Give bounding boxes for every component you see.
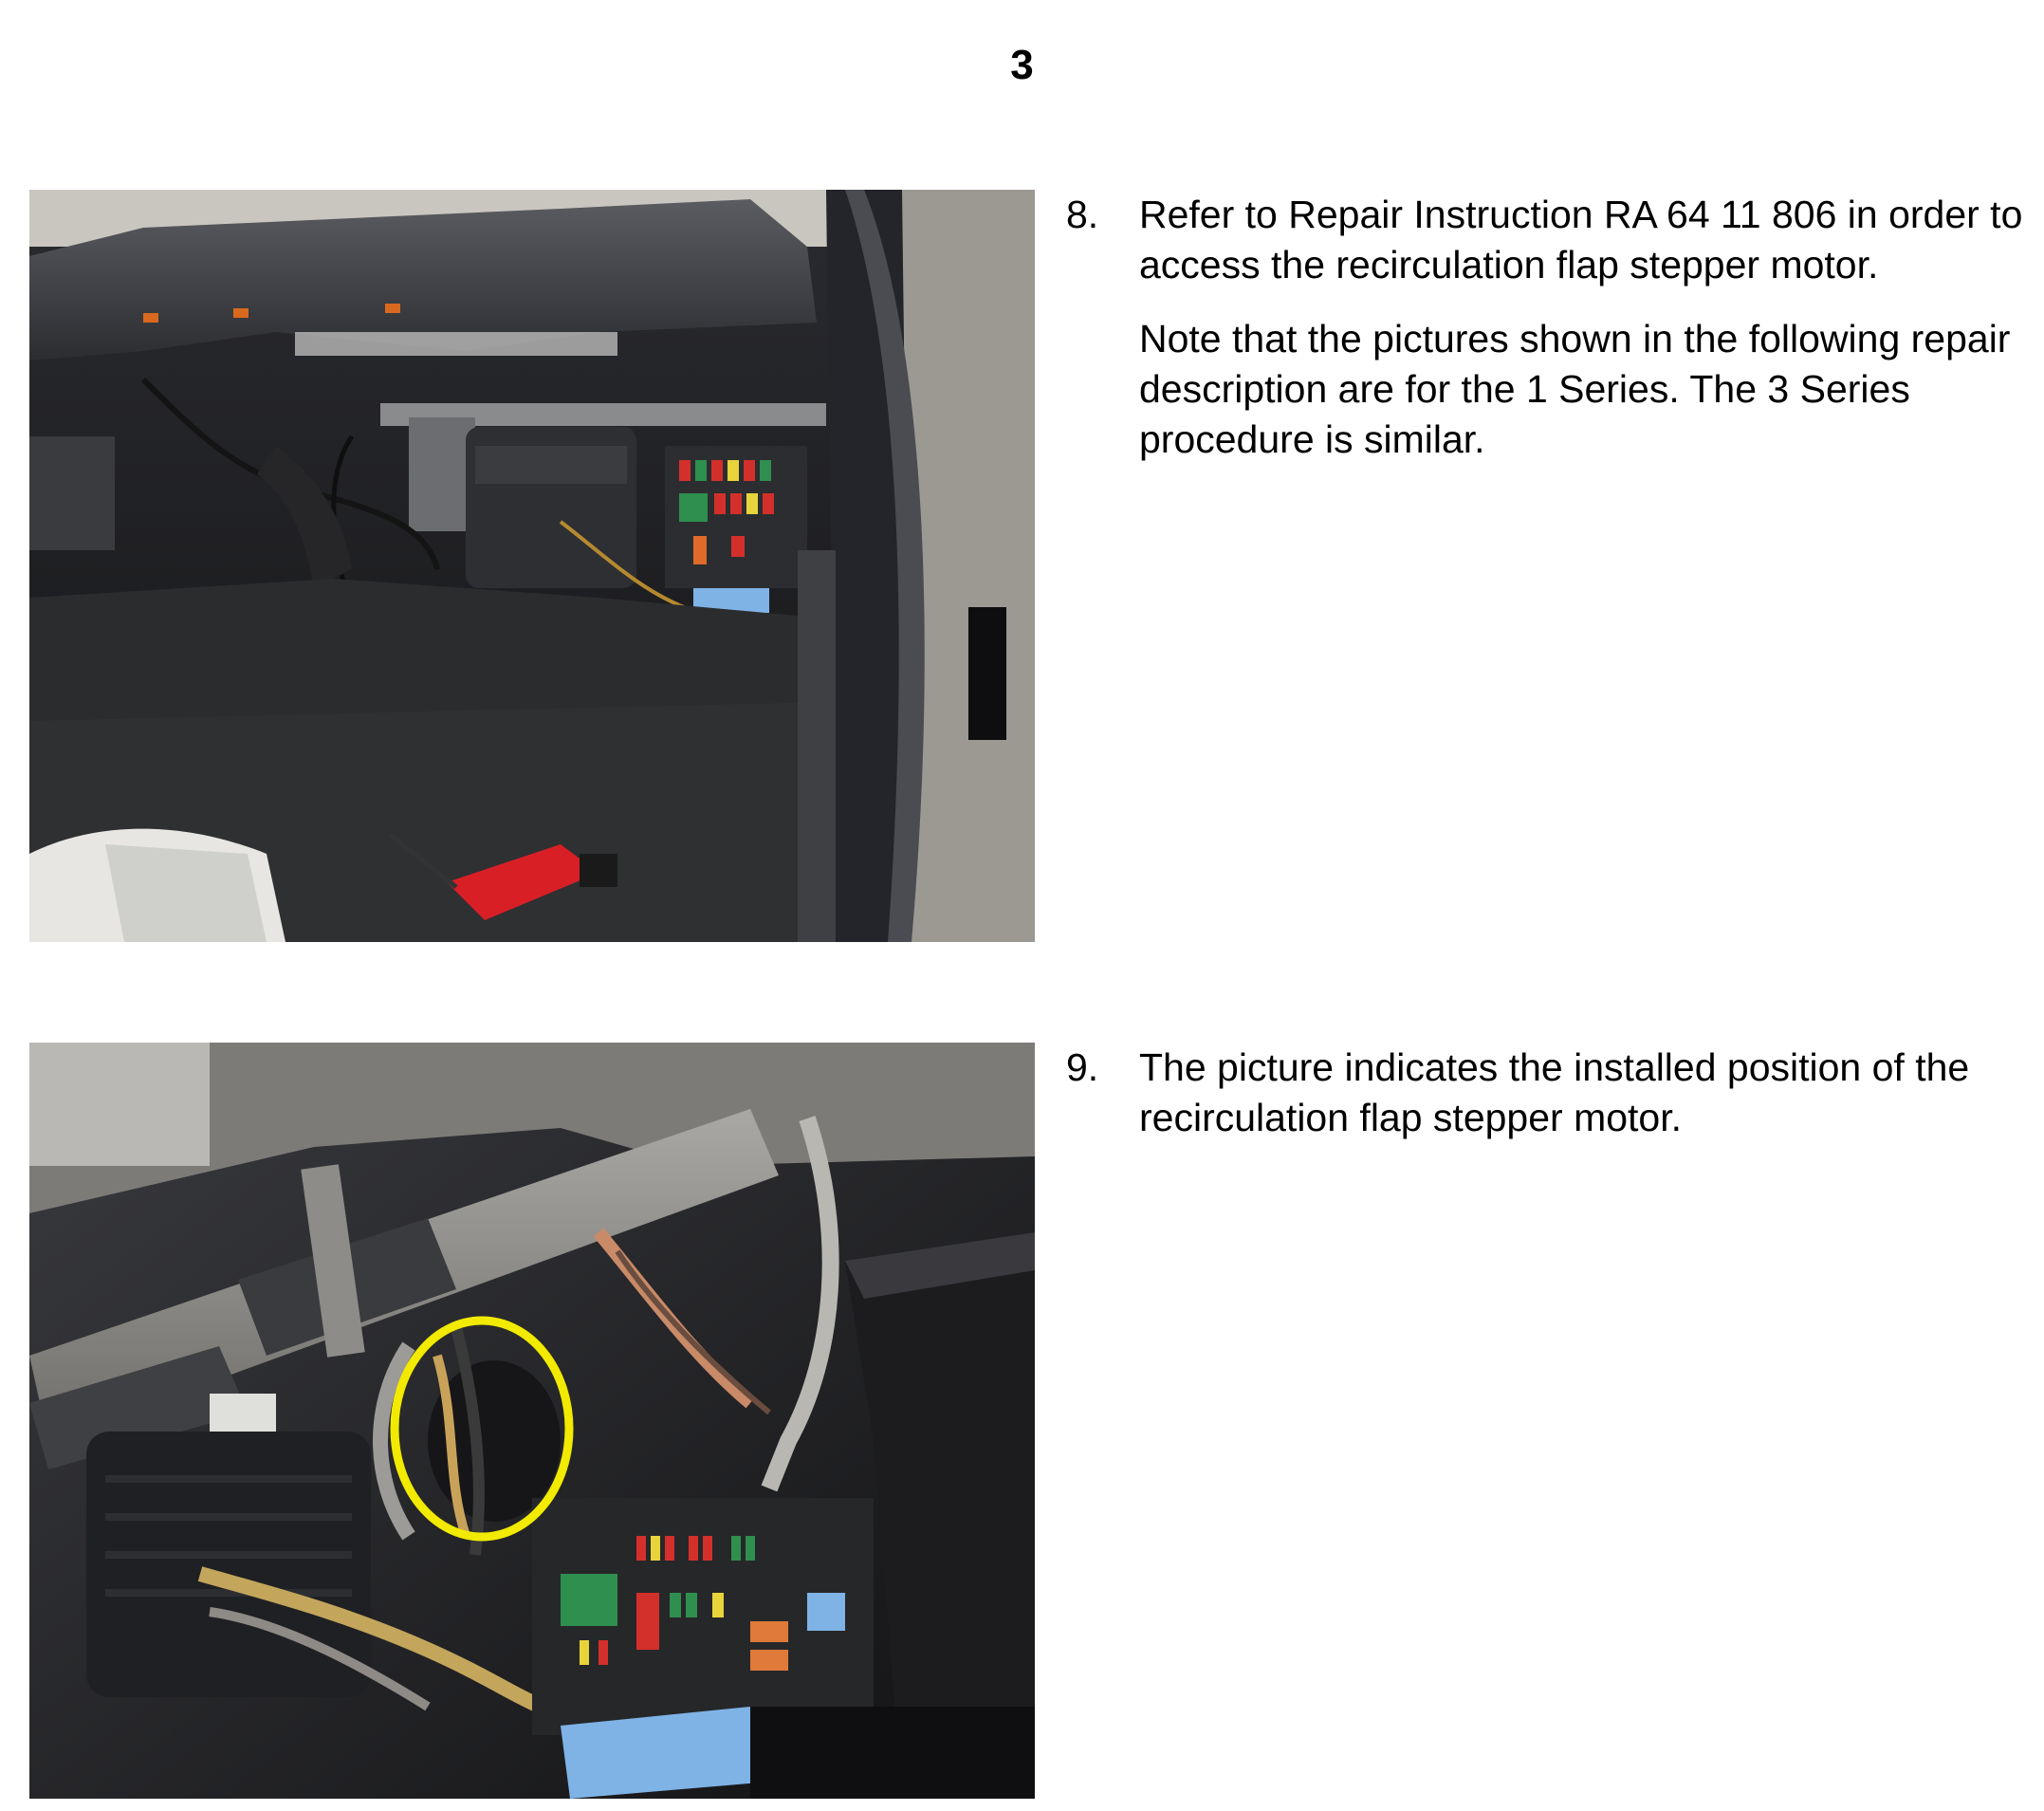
step-9-instruction: The picture indicates the installed position of the recirculation flap stepper motor. <box>1139 1045 1970 1139</box>
step-8 <box>1066 190 2024 489</box>
page-number: 3 <box>1010 42 1034 88</box>
dashboard-access-photo <box>29 190 1035 942</box>
step-8-note: Note that the pictures shown in the following repair description are for the 1 Series. The 3 Series procedure is similar. <box>1139 317 2011 461</box>
stepper-motor-illustration <box>29 1043 1035 1799</box>
stepper-motor-position-photo <box>29 1043 1035 1799</box>
step-8-number: 8. <box>1066 193 1099 236</box>
step-9-number: 9. <box>1066 1045 1099 1089</box>
dashboard-access-illustration <box>29 190 1035 942</box>
step-9 <box>1066 1043 2024 1167</box>
step-8-instruction: Refer to Repair Instruction RA 64 11 806 in order to access the recirculation flap stepper motor. <box>1139 193 2023 286</box>
